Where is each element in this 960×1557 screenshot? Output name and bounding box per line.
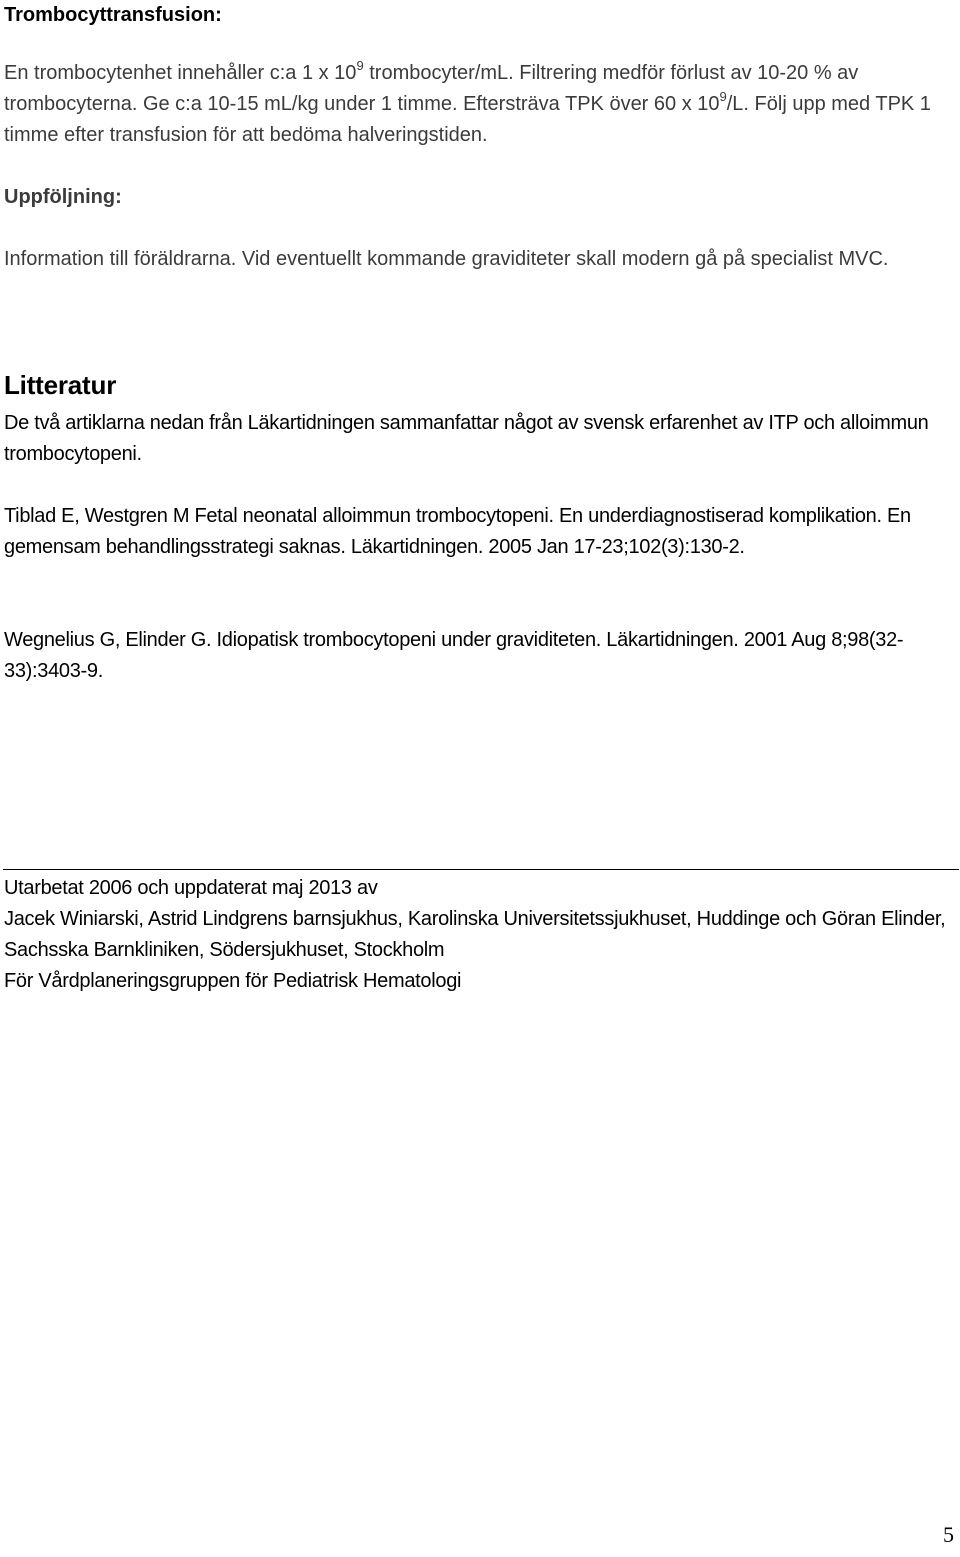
transfusion-heading: Trombocyttransfusion: [4,4,222,26]
transfusion-exponent-1: 9 [356,58,364,73]
transfusion-exponent-2: 9 [719,89,727,104]
followup-paragraph: Information till föräldrarna. Vid eventuellt kommande graviditeter skall modern gå på specialist MVC. [4,248,889,270]
footer-divider [3,869,959,870]
literature-heading: Litteratur [4,370,117,400]
page-number: 5 [943,1522,954,1547]
footer-block [4,873,954,997]
transfusion-text-3: /L. Följ upp med TPK 1 timme efter transfusion för att bedöma halveringstiden. [4,93,931,146]
followup-heading: Uppföljning: [4,186,122,208]
literature-intro: De två artiklarna nedan från Läkartidningen sammanfattar något av svensk erfarenhet av ITP och alloimmun trombocytopeni. [4,412,929,465]
footer-authored-line: Utarbetat 2006 och uppdaterat maj 2013 av [4,877,378,899]
transfusion-text-2: trombocyter/mL. Filtrering medför förlust av 10-20 % av trombocyterna. Ge c:a 10-15 mL/kg under 1 timme. Eftersträva TPK över 60 x 10 [4,62,859,115]
reference-item: Wegnelius G, Elinder G. Idiopatisk trombocytopeni under graviditeten. Läkartidningen. 2001 Aug 8;98(32-33):3403-9. [4,629,904,682]
footer-authors: Jacek Winiarski, Astrid Lindgrens barnsjukhus, Karolinska Universitetssjukhuset, Huddinge och Göran Elinder, Sachsska Barnkliniken, Södersjukhuset, Stockholm [4,908,946,961]
transfusion-paragraph [4,58,939,151]
transfusion-text-1: En trombocytenhet innehåller c:a 1 x 10 [4,62,357,84]
reference-item: Tiblad E, Westgren M Fetal neonatal alloimmun trombocytopeni. En underdiagnostiserad komplikation. En gemensam behandlingsstrategi saknas. Läkartidningen. 2005 Jan 17-23;102(3):130-2. [4,505,911,558]
footer-group: För Vårdplaneringsgruppen för Pediatrisk Hematologi [4,970,462,992]
